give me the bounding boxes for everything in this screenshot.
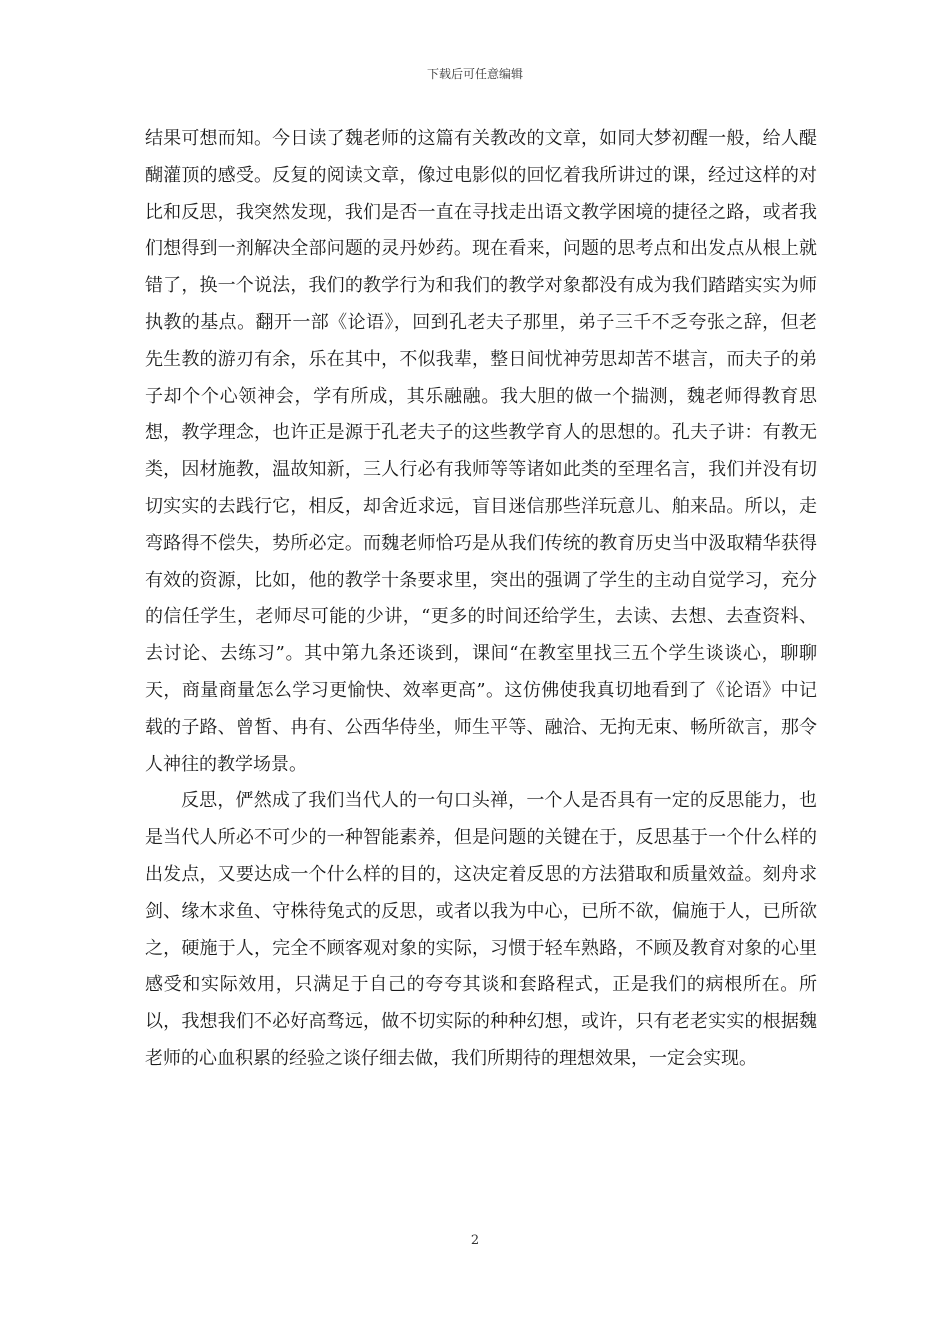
page-number: 2 [470,1233,480,1248]
paragraph-1: 结果可想而知。今日读了魏老师的这篇有关教改的文章，如同大梦初醒一般，给人醍醐灌顶的感受。反复的阅读文章，像过电影似的回忆着我所讲过的课，经过这样的对比和反思，我突然发现，我们是否一直在寻找走出语文教学困境的捷径之路，或者我们想得到一剂解决全部问题的灵丹妙药。现在看来，问题的思考点和出发点从根上就错了，换一个说法，我们的教学行为和我们的教学对象都没有成为我们踏踏实实为师执教的基点。翻开一部《论语》，回到孔老夫子那里，弟子三千不乏夸张之辞，但老先生教的游刃有余，乐在其中，不似我辈，整日间忧神劳思却苦不堪言，而夫子的弟子却个个心领神会，学有所成，其乐融融。我大胆的做一个揣测，魏老师得教育思想，教学理念，也许正是源于孔老夫子的这些教学育人的思想的。孔夫子讲：有教无类，因材施教，温故知新，三人行必有我师等等诸如此类的至理名言，我们并没有切切实实的去践行它，相反，却舍近求远，盲目迷信那些洋玩意儿、舶来品。所以，走弯路得不偿失，势所必定。而魏老师恰巧是从我们传统的教育历史当中汲取精华获得有效的资源，比如，他的教学十条要求里，突出的强调了学生的主动自觉学习，充分的信任学生，老师尽可能的少讲，“更多的时间还给学生，去读、去想、去查资料、去讨论、去练习”。其中第九条还谈到，课间“在教室里找三五个学生谈谈心，聊聊天，商量商量怎么学习更愉快、效率更高”。这仿佛使我真切地看到了《论语》中记载的子路、曾皙、冉有、公西华侍坐，师生平等、融洽、无拘无束、畅所欲言，那令人神往的教学场景。 [145,128,817,775]
paragraph-2: 反思，俨然成了我们当代人的一句口头禅，一个人是否具有一定的反思能力，也是当代人所必不可少的一种智能素养，但是问题的关键在于，反思基于一个什么样的出发点，又要达成一个什么样的目的，这决定着反思的方法猎取和质量效益。刻舟求剑、缘木求鱼、守株待兔式的反思，或者以我为中心，已所不欲，偏施于人，已所欲之，硬施于人，完全不顾客观对象的实际，习惯于轻车熟路，不顾及教育对象的心里感受和实际效用，只满足于自己的夸夸其谈和套路程式，正是我们的病根所在。所以，我想我们不必好高骛远，做不切实际的种种幻想，或许，只有老老实实的根据魏老师的心血积累的经验之谈仔细去做，我们所期待的理想效果，一定会实现。 [145,790,817,1069]
document-body [145,121,817,1078]
page-header: 下载后可任意编辑 [426,67,523,81]
